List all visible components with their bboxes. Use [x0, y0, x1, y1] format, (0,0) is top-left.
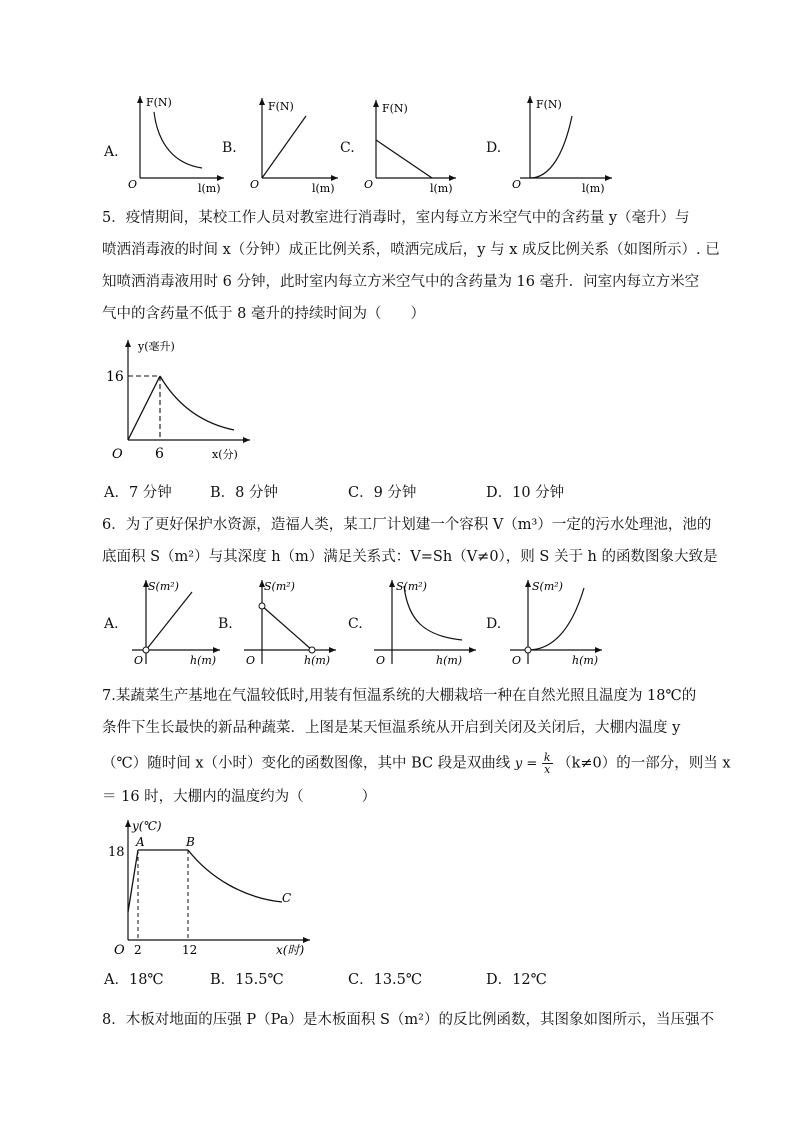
q4-a-x-label: l(m): [198, 182, 221, 195]
q7-point-b: B: [186, 835, 195, 849]
q7-fraction: [542, 752, 553, 775]
q6-option-a-graph: [124, 574, 224, 668]
q7-eq-y: y =: [514, 756, 538, 772]
q6-line-1: 6．为了更好保护水资源，造福人类，某工厂计划建一个容积 V（m³）一定的污水处理池，池的: [102, 517, 712, 533]
q6-option-d-letter: D.: [486, 616, 502, 632]
q4-option-a-letter: A.: [104, 144, 119, 160]
q6-line-2: 底面积 S（m²）与其深度 h（m）满足关系式：V=Sh（V≠0），则 S 关于 h 的函数图象大致是: [102, 549, 718, 565]
q6-d-x-label: h(m): [572, 654, 599, 667]
q7-line-1: 7.某蔬菜生产基地在气温较低时,用装有恒温系统的大棚栽培一种在自然光照且温度为 18℃的: [102, 688, 697, 704]
q6-c-x-label: h(m): [436, 654, 463, 667]
q7-option-d: D．12℃: [486, 972, 547, 988]
q5-option-a: A．7 分钟: [104, 485, 172, 501]
q7-y-label: y(℃): [132, 819, 162, 833]
q6-d-origin: O: [512, 654, 522, 667]
q4-option-c-letter: C.: [340, 140, 355, 156]
q5-line-1: 5．疫情期间，某校工作人员对教室进行消毒时，室内每立方米空气中的含药量 y（毫升）与: [102, 210, 690, 226]
q5-y-tick: 16: [106, 369, 124, 385]
q4-options: [0, 90, 794, 200]
q7-x-label: x(时): [276, 943, 305, 957]
q6-a-y-label: S(m²): [148, 580, 179, 593]
q7-line-4: ＝ 16 时，大棚内的温度约为（ ）: [102, 789, 377, 805]
q4-option-c-graph: [356, 96, 460, 198]
q6-b-y-label: S(m²): [264, 580, 295, 593]
q6-c-origin: O: [376, 654, 386, 667]
q7-point-c: C: [282, 891, 292, 905]
q5-origin: O: [112, 447, 123, 462]
q5-option-b: B．8 分钟: [210, 485, 278, 501]
q4-b-origin: O: [250, 178, 260, 191]
q7-line-3-part-a: （℃）随时间 x（小时）变化的函数图像，其中 BC 段是双曲线: [102, 755, 511, 772]
q7-line-2: 条件下生长最快的新品种蔬菜．上图是某天恒温系统从开启到关闭及关闭后，大棚内温度 y: [102, 720, 681, 736]
q4-c-origin: O: [364, 178, 374, 191]
q5-x-label: x(分): [212, 448, 238, 461]
q4-b-x-label: l(m): [312, 182, 335, 195]
q4-option-a-graph: [120, 90, 230, 198]
q5-option-c: C．9 分钟: [348, 485, 417, 501]
q4-option-b-letter: B.: [222, 140, 237, 156]
q6-option-a-letter: A.: [104, 616, 119, 632]
q5-graph: [104, 334, 254, 468]
q7-x-tick-12: 12: [182, 943, 198, 957]
q7-line-3-part-b: （k≠0）的一部分，则当 x: [557, 755, 731, 772]
q4-c-y-label: F(N): [382, 102, 408, 115]
q6-b-x-label: h(m): [304, 654, 331, 667]
q6-c-y-label: S(m²): [396, 580, 427, 593]
q7-y-tick: 18: [108, 845, 125, 860]
q4-a-origin: O: [128, 178, 138, 191]
q5-option-d: D．10 分钟: [486, 485, 565, 501]
q7-point-a: A: [136, 835, 145, 849]
q6-option-d-graph: [506, 574, 606, 668]
q7-line-3: [102, 752, 731, 775]
q6-b-origin: O: [246, 654, 256, 667]
q7-x-tick-2: 2: [134, 943, 142, 957]
q6-option-b-graph: [240, 574, 340, 668]
q4-option-d-letter: D.: [486, 140, 502, 156]
q4-option-d-graph: [506, 92, 616, 198]
q7-option-a: A．18℃: [104, 972, 164, 988]
q7-option-b: B．15.5℃: [210, 972, 284, 988]
q8-line-1: 8．木板对地面的压强 P（Pa）是木板面积 S（m²）的反比例函数，其图象如图所示，当压强不: [102, 1012, 714, 1028]
q6-option-b-letter: B.: [218, 616, 233, 632]
q7-option-c: C．13.5℃: [348, 972, 423, 988]
q4-d-x-label: l(m): [582, 182, 605, 195]
q6-option-c-letter: C.: [348, 616, 363, 632]
q5-x-tick: 6: [155, 446, 164, 462]
q4-d-origin: O: [512, 178, 522, 191]
q4-b-y-label: F(N): [268, 100, 294, 113]
q5-line-3: 知喷洒消毒液用时 6 分钟，此时室内每立方米空气中的含药量为 16 毫升．问室内每立方米空: [102, 274, 700, 290]
q7-origin: O: [114, 943, 125, 958]
q6-options: [0, 574, 794, 670]
q5-y-label: y(毫升): [138, 340, 175, 353]
q6-d-y-label: S(m²): [532, 580, 563, 593]
q4-option-b-graph: [242, 94, 342, 198]
q7-fraction-numerator: k: [543, 751, 551, 764]
q7-graph: [104, 814, 314, 962]
q4-c-x-label: l(m): [430, 182, 453, 195]
q4-a-y-label: F(N): [146, 96, 172, 109]
q6-option-c-graph: [370, 574, 480, 668]
q4-d-y-label: F(N): [536, 98, 562, 111]
q5-line-2: 喷洒消毒液的时间 x（分钟）成正比例关系，喷洒完成后，y 与 x 成反比例关系（如图所示）. 已: [102, 242, 720, 258]
q5-line-4: 气中的含药量不低于 8 毫升的持续时间为（ ）: [102, 306, 425, 322]
q6-a-origin: O: [134, 654, 144, 667]
q6-a-x-label: h(m): [190, 654, 217, 667]
q7-fraction-denominator: x: [544, 763, 551, 776]
